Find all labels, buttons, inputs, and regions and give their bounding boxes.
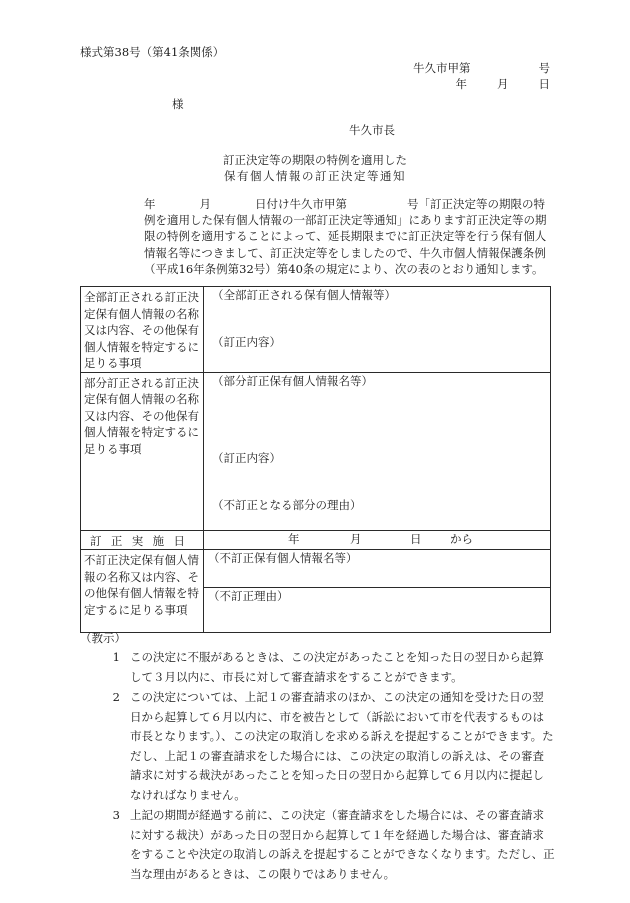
impl-day: 日 (410, 531, 422, 546)
note-item (80, 648, 555, 687)
note-text: 上記の期間が経過する前に、この決定（審査請求をした場合には、その審査請求に対する裁決）があった日の翌日から起算して１年を経過した場合は、審査請求をすることや決定の取消しの訴えを提起することができなくなります。ただし、正当な理由があるときは、この限りではありません。 (130, 808, 555, 881)
form-number: 様式第38号（第41条関係） (80, 45, 225, 59)
row-full-content (208, 287, 546, 369)
row-full-correction (81, 287, 551, 373)
title-line-1: 訂正決定等の期限の特例を適用した (223, 153, 407, 167)
body-dated: 日付け牛久市甲第 (255, 197, 347, 211)
note-number: 2 (112, 690, 120, 704)
not-name-label: （不訂正保有個人情報名等） (208, 551, 358, 565)
full-name-label: （全部訂正される保有個人情報等） (212, 288, 396, 302)
partial-content-label: （訂正内容） (212, 450, 281, 465)
body-text (80, 196, 550, 277)
doc-number-prefix: 牛久市甲第 (413, 61, 471, 75)
row-implementation-date (81, 530, 551, 550)
row-not-header: 不訂正決定保有個人情報の名称又は内容、その他保有個人情報を特定するに足りる事項 (81, 550, 204, 633)
impl-year: 年 (288, 531, 300, 546)
sender: 牛久市長 (349, 123, 395, 137)
impl-from: から (450, 531, 473, 546)
note-number: 1 (112, 650, 120, 664)
impl-month: 月 (350, 531, 362, 546)
row-full-header: 全部訂正される訂正決定保有個人情報の名称又は内容、その他保有個人情報を特定するに足りる事項 (81, 287, 204, 373)
note-text: この決定に不服があるときは、この決定があったことを知った日の翌日から起算して３月以内に、市長に対して審査請求をすることができます。 (130, 650, 544, 684)
addressee: 様 (172, 97, 184, 111)
issue-date (456, 76, 551, 92)
row-partial-correction (81, 372, 551, 530)
document-number (413, 60, 550, 76)
notes-list (80, 648, 555, 885)
note-number: 3 (112, 808, 120, 822)
not-reason-cell (204, 587, 550, 632)
not-reason-label: （不訂正理由） (208, 589, 289, 603)
note-item (80, 688, 555, 805)
doc-number-suffix: 号 (538, 61, 550, 75)
notes-heading: （教示） (80, 631, 126, 645)
body-paragraph: 号「訂正決定等の期限の特例を適用した保有個人情報の一部訂正決定等通知」にあります訂正決定等の期限の特例を適用することによって、延長期限までに訂正決定等を行う保有個人情報名等につきまして、訂正決定等をしましたので、牛久市個人情報保護条例（平成16年条例第32号）第40条の規定により、次の表のとおり通知します。 (144, 197, 547, 276)
date-day: 日 (538, 77, 550, 91)
body-year: 年 (144, 197, 156, 211)
date-month: 月 (497, 77, 509, 91)
row-date-header: 訂 正 実 施 日 (90, 533, 185, 548)
title-line-2: 保有個人情報の訂正決定等通知 (224, 169, 406, 183)
implementation-date (208, 531, 546, 548)
row-partial-header: 部分訂正される訂正決定保有個人情報の名称又は内容、その他保有個人情報を特定するに足りる事項 (81, 372, 204, 530)
date-year: 年 (455, 77, 467, 91)
note-item (80, 806, 555, 884)
partial-reason-label: （不訂正となる部分の理由） (212, 497, 362, 512)
correction-table (80, 286, 551, 633)
not-name-cell (204, 550, 550, 587)
row-partial-content (208, 373, 546, 530)
row-not-corrected (81, 550, 551, 633)
full-content-label: （訂正内容） (212, 335, 281, 349)
partial-name-label: （部分訂正保有個人情報名等） (212, 373, 373, 388)
body-month: 月 (199, 197, 211, 211)
note-text: この決定については、上記１の審査請求のほか、この決定の通知を受けた日の翌日から起算して６月以内に、市を被告として（訴訟において市を代表するものは市長となります。）、この決定の取消しを求める訴えを提起することができます。ただし、上記１の審査請求をした場合には、この決定の取消しの訴えは、その審査請求に対する裁決があったことを知った日の翌日から起算して６月以内に提起しなければなりません。 (130, 690, 554, 802)
